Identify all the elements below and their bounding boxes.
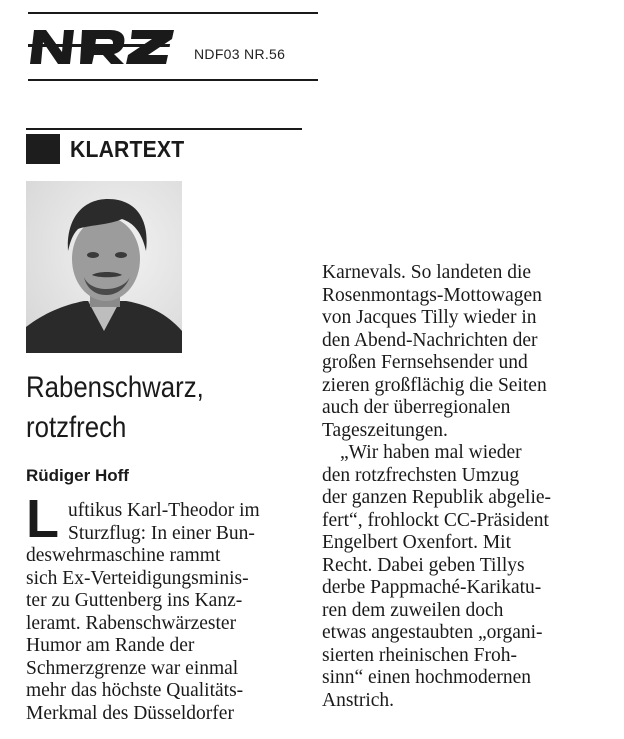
text-line: etwas angestaubten „organi- (322, 622, 543, 643)
text-line: sierten rheinischen Froh- (322, 644, 517, 666)
text-line: ter zu Guttenberg ins Kanz- (26, 590, 243, 611)
text-line: uftikus Karl-Theodor im (68, 500, 260, 521)
text-line: Tageszeitungen. (322, 419, 448, 441)
headline-line: rotzfrech (26, 411, 127, 444)
text-line: zieren großflächig die Seiten (322, 374, 547, 396)
text-line: den rotzfrechsten Umzug (322, 464, 520, 486)
author-photo (26, 181, 182, 353)
byline: Rüdiger Hoff (26, 466, 129, 485)
text-line: derbe Pappmaché-Karikatu- (322, 577, 542, 598)
text-line: Humor am Rande der (26, 635, 195, 656)
rubric-label: KLARTEXT (70, 136, 185, 162)
text-line: Merkmal des Düsseldorfer (26, 702, 234, 724)
text-line: Schmerzgrenze war einmal (26, 657, 239, 679)
text-line: sinn“ einen hochmodernen (322, 667, 532, 688)
text-line: Karnevals. So landeten die (322, 262, 532, 283)
nrz-logo (28, 22, 178, 70)
edition-code: NDF03 NR.56 (194, 46, 286, 62)
masthead-bottom-rule (28, 79, 318, 81)
text-line: „Wir haben mal wieder (340, 442, 522, 463)
text-line: großen Fernsehsender und (322, 352, 528, 373)
text-line: Recht. Dabei geben Tillys (322, 554, 525, 576)
text-line: fert“, frohlockt CC-Präsident (322, 509, 549, 531)
article-column-2 (322, 262, 551, 712)
text-line: deswehrmaschine rammt (26, 545, 221, 566)
text-line: ren dem zuweilen doch (322, 599, 504, 621)
rubric-rule (26, 128, 302, 130)
text-line: Engelbert Oxenfort. Mit (322, 532, 511, 553)
text-line: auch der überregionalen (322, 397, 511, 418)
headline (26, 368, 267, 448)
text-line: Sturzflug: In einer Bun- (68, 522, 255, 544)
text-line: sich Ex-Verteidigungsminis- (26, 567, 249, 589)
text-line: Anstrich. (322, 689, 395, 711)
text-line: Rosenmontags-Mottowagen (322, 284, 542, 306)
drop-cap: L (26, 489, 59, 549)
text-line: den Abend-Nachrichten der (322, 329, 538, 351)
masthead-top-rule (28, 12, 318, 14)
headline-line: Rabenschwarz, (26, 371, 204, 404)
text-line: der ganzen Republik abgelie- (322, 487, 552, 508)
text-line: mehr das höchste Qualitäts- (26, 680, 244, 701)
text-line: leramt. Rabenschwärzester (26, 612, 237, 634)
rubric-marker (26, 134, 60, 164)
text-line: von Jacques Tilly wieder in (322, 307, 537, 328)
article-column-1 (26, 500, 260, 725)
